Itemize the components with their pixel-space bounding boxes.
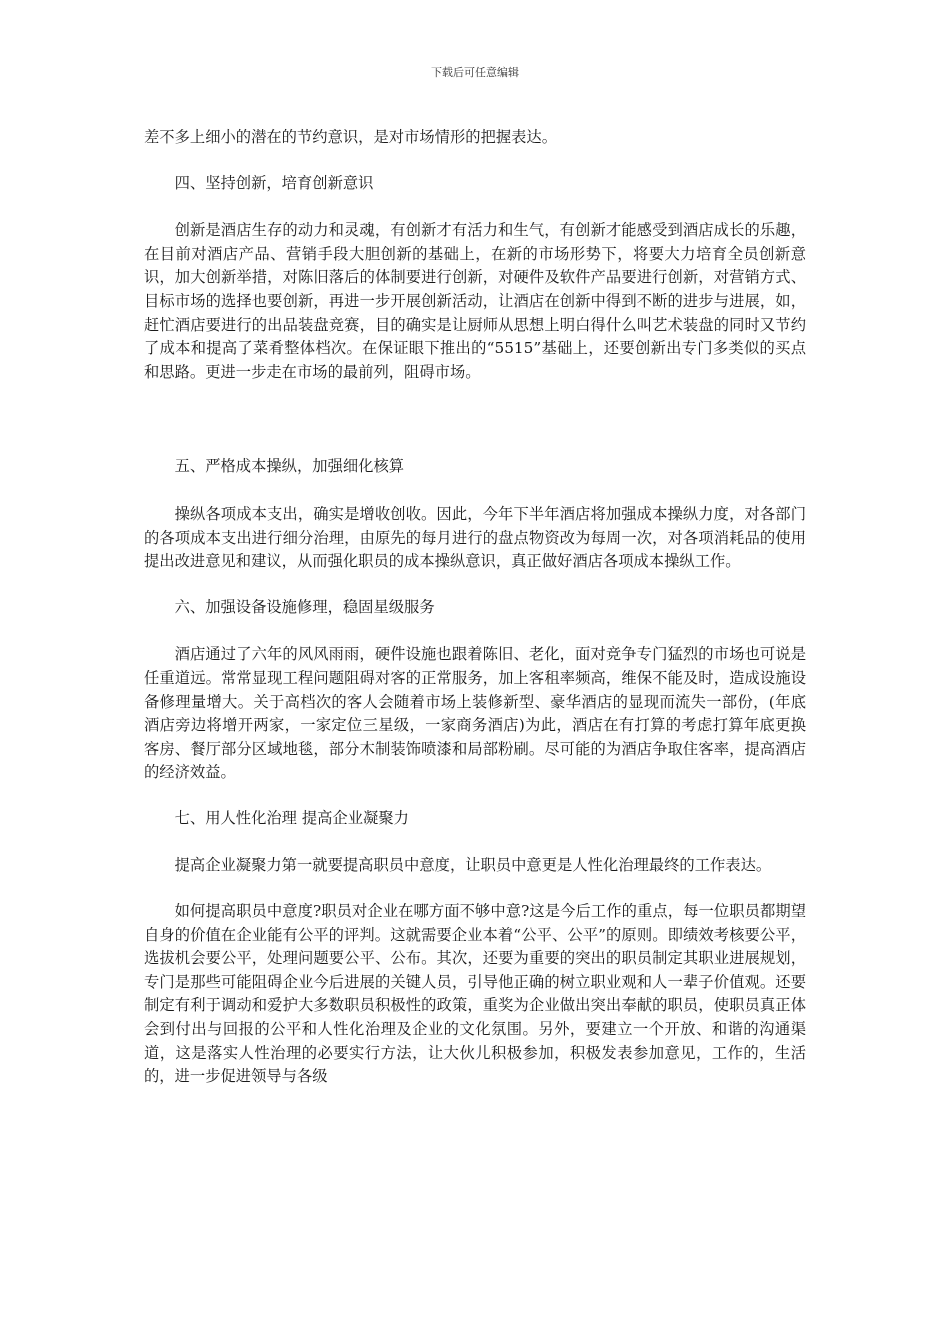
page-header: 下载后可任意编辑: [431, 66, 519, 79]
section-heading-6: 六、加强设备设施修理，稳固星级服务: [174, 597, 435, 616]
paragraph-maintenance: 酒店通过了六年的风风雨雨，硬件设施也跟着陈旧、老化，面对竞争专门猛烈的市场也可说是任重道远。常常显现工程问题阻碍对客的正常服务，加上客租率频高，维保不能及时，造成设施设备修理量增大。关于高档次的客人会随着市场上装修新型、豪华酒店的显现而流失一部份，(年底酒店旁边将增开两家，一家定位三星级，一家商务酒店)为此，酒店在有打算的考虑打算年底更换客房、餐厅部分区域地毯，部分木制装饰喷漆和局部粉刷。尽可能的为酒店争取住客率，提高酒店的经济效益。: [144, 645, 806, 782]
paragraph-cost-control: 操纵各项成本支出，确实是增收创收。因此，今年下半年酒店将加强成本操纵力度，对各部门的各项成本支出进行细分治理，由原先的每月进行的盘点物资改为每周一次，对各项消耗品的使用提出改进意见和建议，从而强化职员的成本操纵意识，真正做好酒店各项成本操纵工作。: [144, 504, 806, 571]
paragraph-innovation: 创新是酒店生存的动力和灵魂，有创新才有活力和生气，有创新才能感受到酒店成长的乐趣，在目前对酒店产品、营销手段大胆创新的基础上，在新的市场形势下，将要大力培育全员创新意识，加大创新举措，对陈旧落后的体制要进行创新，对硬件及软件产品要进行创新，对营销方式、目标市场的选择也要创新，再进一步开展创新活动，让酒店在创新中得到不断的进步与进展，如，赶忙酒店要进行的出品装盘竞赛，目的确实是让厨师从思想上明白得什么叫艺术装盘的同时又节约了成本和提高了菜肴整体档次。在保证眼下推出的“5515”基础上，还要创新出专门多类似的买点和思路。更进一步走在市场的最前列，阻碍市场。: [144, 221, 806, 381]
section-heading-4: 四、坚持创新，培育创新意识: [174, 173, 374, 192]
section-heading-7: 七、用人性化治理 提高企业凝聚力: [174, 808, 409, 827]
paragraph-continuation: 差不多上细小的潜在的节约意识，是对市场情形的把握表达。: [144, 128, 558, 146]
section-heading-5: 五、严格成本操纵，加强细化核算: [174, 457, 405, 476]
document-body: [144, 126, 806, 1089]
paragraph-cohesion: 提高企业凝聚力第一就要提高职员中意度，让职员中意更是人性化治理最终的工作表达。: [174, 856, 772, 875]
paragraph-employee-satisfaction: 如何提高职员中意度?职员对企业在哪方面不够中意?这是今后工作的重点，每一位职员都期望自身的价值在企业能有公平的评判。这就需要企业本着“公平、公平”的原则。即绩效考核要公平，选拔机会要公平，处理问题要公平、公布。其次，还要为重要的突出的职员制定其职业进展规划，专门是那些可能阻碍企业今后进展的关键人员，引导他正确的树立职业观和人一辈子价值观。还要制定有利于调动和爱护大多数职员积极性的政策，重奖为企业做出突出奉献的职员，使职员真正体会到付出与回报的公平和人性化治理及企业的文化氛围。另外，要建立一个开放、和谐的沟通渠道，这是落实人性治理的必要实行方法，让大伙儿积极参加，积极发表参加意见，工作的，生活的，进一步促进领导与各级: [144, 902, 806, 1086]
